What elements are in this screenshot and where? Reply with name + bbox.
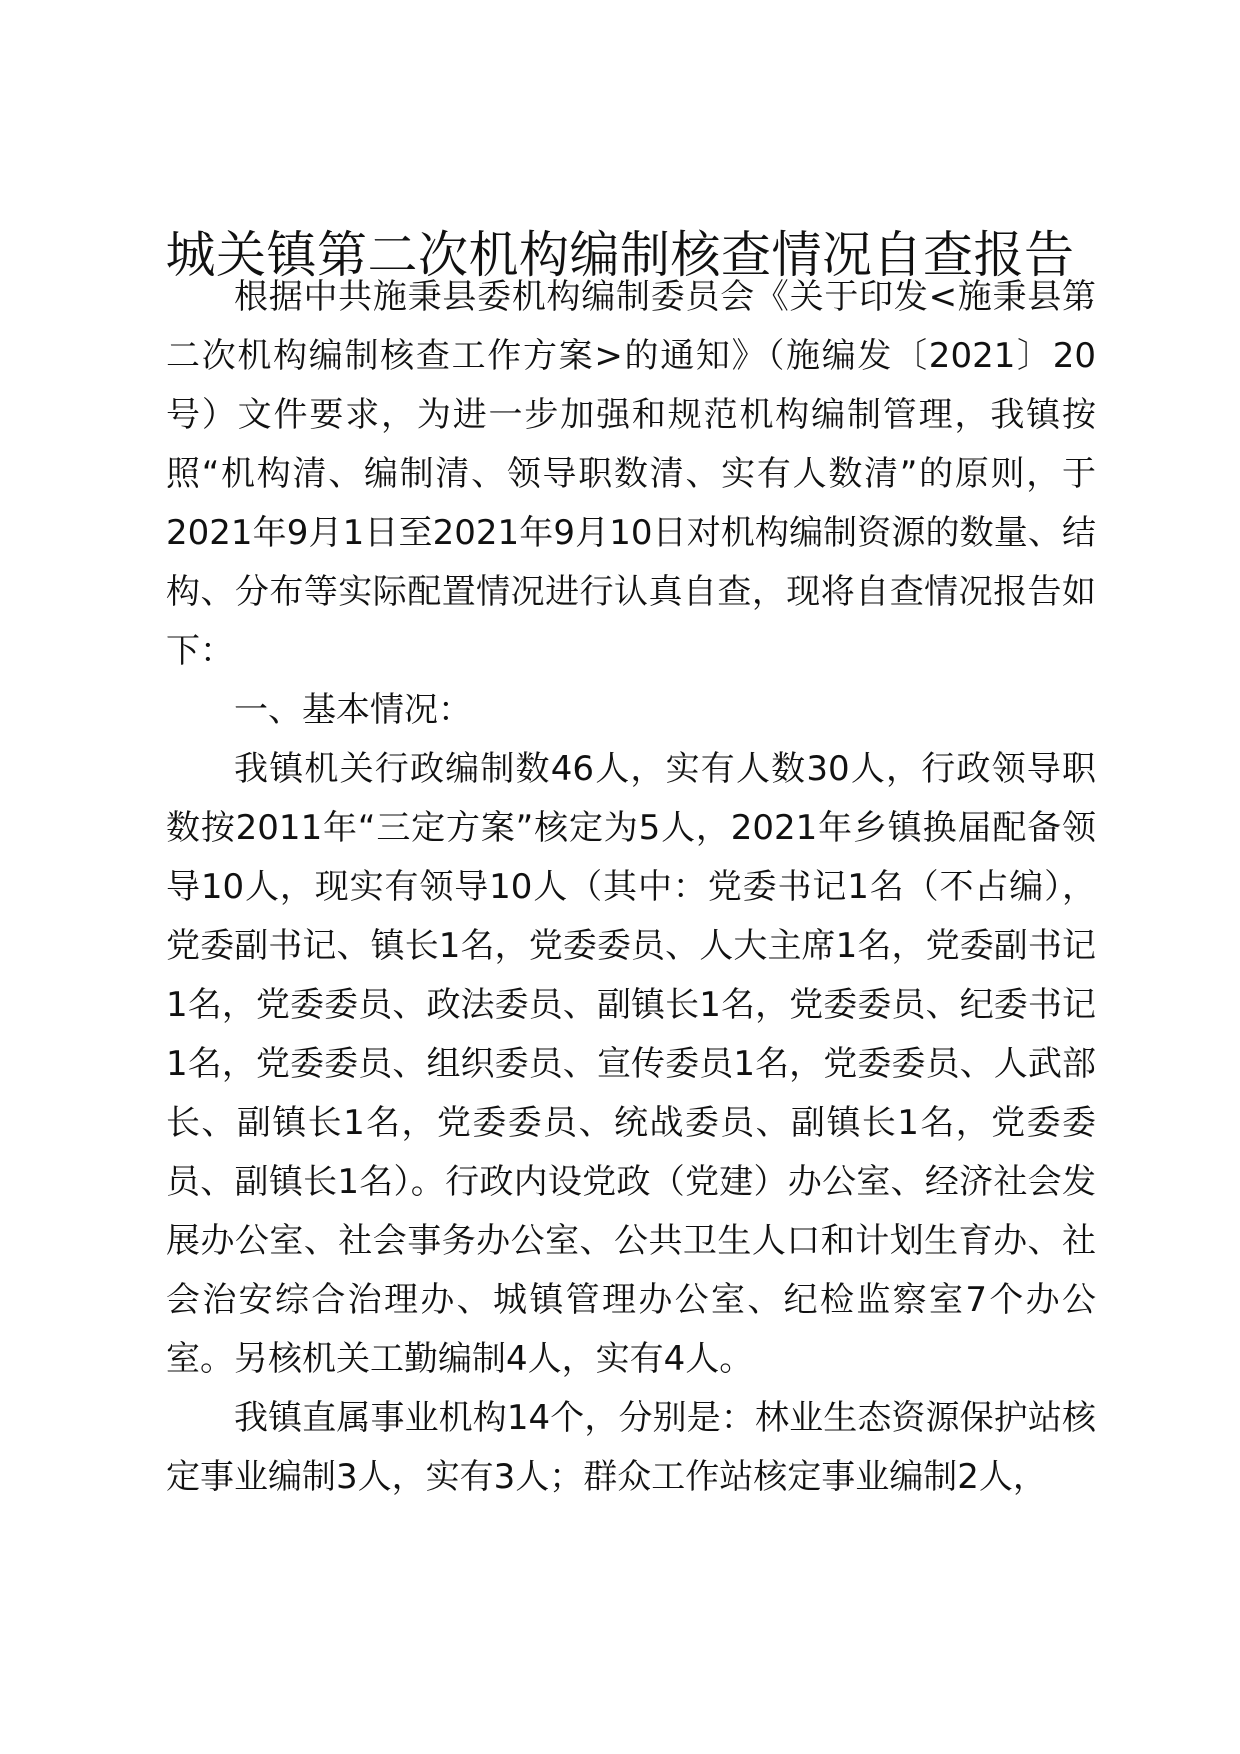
document-title: 城关镇第二次机构编制核查情况自查报告	[165, 226, 1075, 284]
paragraph-institutions: 我镇直属事业机构14个，分别是：林业生态资源保护站核定事业编制3人，实有3人；群众工作站核定事业编制2人，	[166, 1398, 1096, 1497]
paragraph-intro: 根据中共施秉县委机构编制委员会《关于印发<施秉县第二次机构编制核查工作方案>的通知》（施编发〔2021〕20号）文件要求，为进一步加强和规范机构编制管理，我镇按照“机构清、编制清、领导职数清、实有人数清”的原则，于2021年9月1日至2021年9月10日对机构编制资源的数量、结构、分布等实际配置情况进行认真自查，现将自查情况报告如下：	[166, 277, 1096, 671]
body-text	[166, 268, 1096, 1507]
section-heading-basic: 一、基本情况：	[234, 690, 472, 730]
paragraph-administrative: 我镇机关行政编制数46人，实有人数30人，行政领导职数按2011年“三定方案”核定为5人，2021年乡镇换届配备领导10人，现实有领导10人（其中：党委书记1名（不占编），党委副书记、镇长1名，党委委员、人大主席1名，党委副书记1名，党委委员、政法委员、副镇长1名，党委委员、纪委书记1名，党委委员、组织委员、宣传委员1名，党委委员、人武部长、副镇长1名，党委委员、统战委员、副镇长1名，党委委员、副镇长1名）。行政内设党政（党建）办公室、经济社会发展办公室、社会事务办公室、公共卫生人口和计划生育办、社会治安综合治理办、城镇管理办公室、纪检监察室7个办公室。另核机关工勤编制4人，实有4人。	[166, 749, 1096, 1379]
